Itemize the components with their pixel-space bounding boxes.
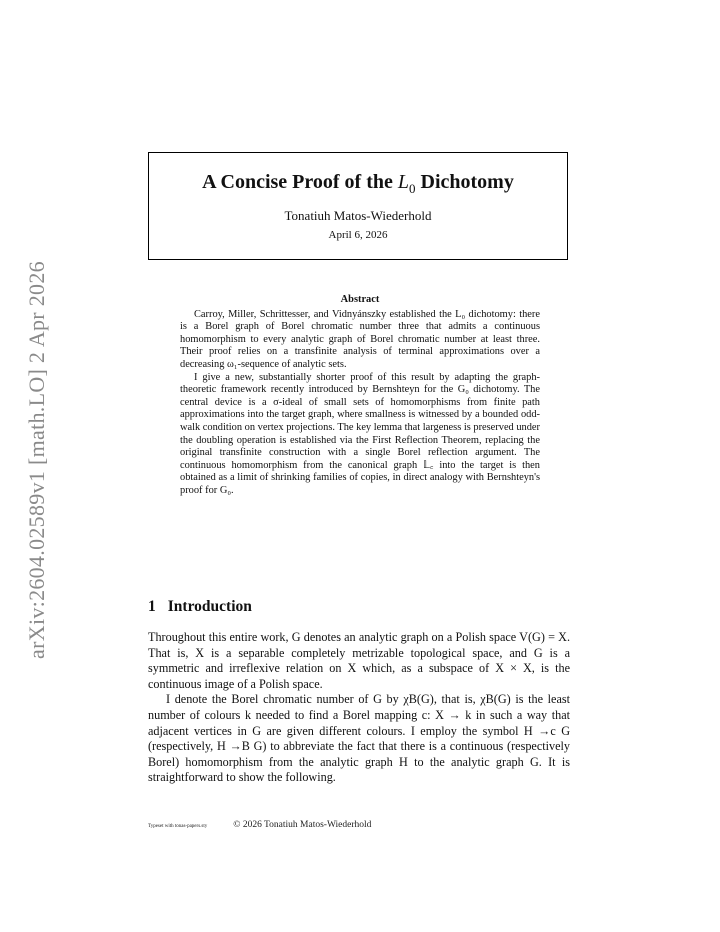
copyright-notice: © 2026 Tonatiuh Matos-Wiederhold — [233, 820, 372, 830]
abstract-paragraph-2: I give a new, substantially shorter proof of this result by adapting the graph-theoretic framework recently introduced by Bernshteyn for the G₀ dichotomy. The central device is a σ-ideal of small sets of homomorphisms from finite path approximations into the target graph, where smallness is witnessed by a bounded odd-walk condition on vertex projections. The key lemma that largeness is preserved under the doubling operation is established via the First Reflection Theorem, replacing the original transfinite construction with a single Borel reflection argument. The continuous homomorphism from the canonical graph 𝕃꜀ into the target is then obtained as a limit of shrinking families of copies, in direct analogy with Bernshteyn's proof for G₀. — [180, 371, 541, 496]
abstract — [180, 294, 540, 498]
arxiv-sidebar-stamp — [22, 260, 52, 660]
section-title: Introduction — [167, 598, 252, 615]
title-suffix: Dichotomy — [415, 171, 514, 193]
author-name: Tonatiuh Matos-Wiederhold — [284, 208, 432, 223]
arxiv-identifier: arXiv:2604.02589v1 [math.LO] 2 Apr 2026 — [24, 261, 49, 659]
body-paragraph-1: Throughout this entire work, G denotes an analytic graph on a Polish space V(G) = X. That is, X is a separable completely metrizable topological space, and G is a symmetric and irreflexive relation on X which, as a subspace of X × X, is the continuous image of a Polish space. — [148, 630, 570, 691]
body-text — [148, 630, 570, 786]
abstract-paragraph-1: Carroy, Miller, Schrittesser, and Vidnyánszky established the L₀ dichotomy: there is a Borel graph of Borel chromatic number three that admits a continuous homomorphism to every analytic graph of Borel chromatic number at least three. Their proof relies on a transfinite analysis of terminal approximations over a decreasing ω₁-sequence of analytic sets. — [180, 308, 540, 370]
body-paragraph-2: I denote the Borel chromatic number of G by χB(G), that is, χB(G) is the least number of colours k needed to find a Borel mapping c: X → k in such a way that adjacent vertices in G are given different colours. I employ the symbol H →c G (respectively, H →B G) to abbreviate the fact that there is a continuous (respectively Borel) homomorphism from the analytic graph H to the analytic graph G. It is straightforward to show the following. — [148, 692, 570, 785]
section-heading-introduction — [148, 598, 252, 616]
paper-date: April 6, 2026 — [328, 229, 388, 241]
title-box — [148, 152, 568, 260]
paper-title — [149, 169, 567, 202]
section-number: 1 — [148, 598, 156, 615]
title-math-L: $L_0$ — [397, 171, 416, 196]
title-prefix: A Concise Proof of the — [202, 171, 398, 193]
page-footer — [148, 814, 371, 832]
abstract-heading: Abstract — [340, 294, 380, 305]
typeset-note: Typeset with tonas-papers.sty — [148, 824, 208, 829]
